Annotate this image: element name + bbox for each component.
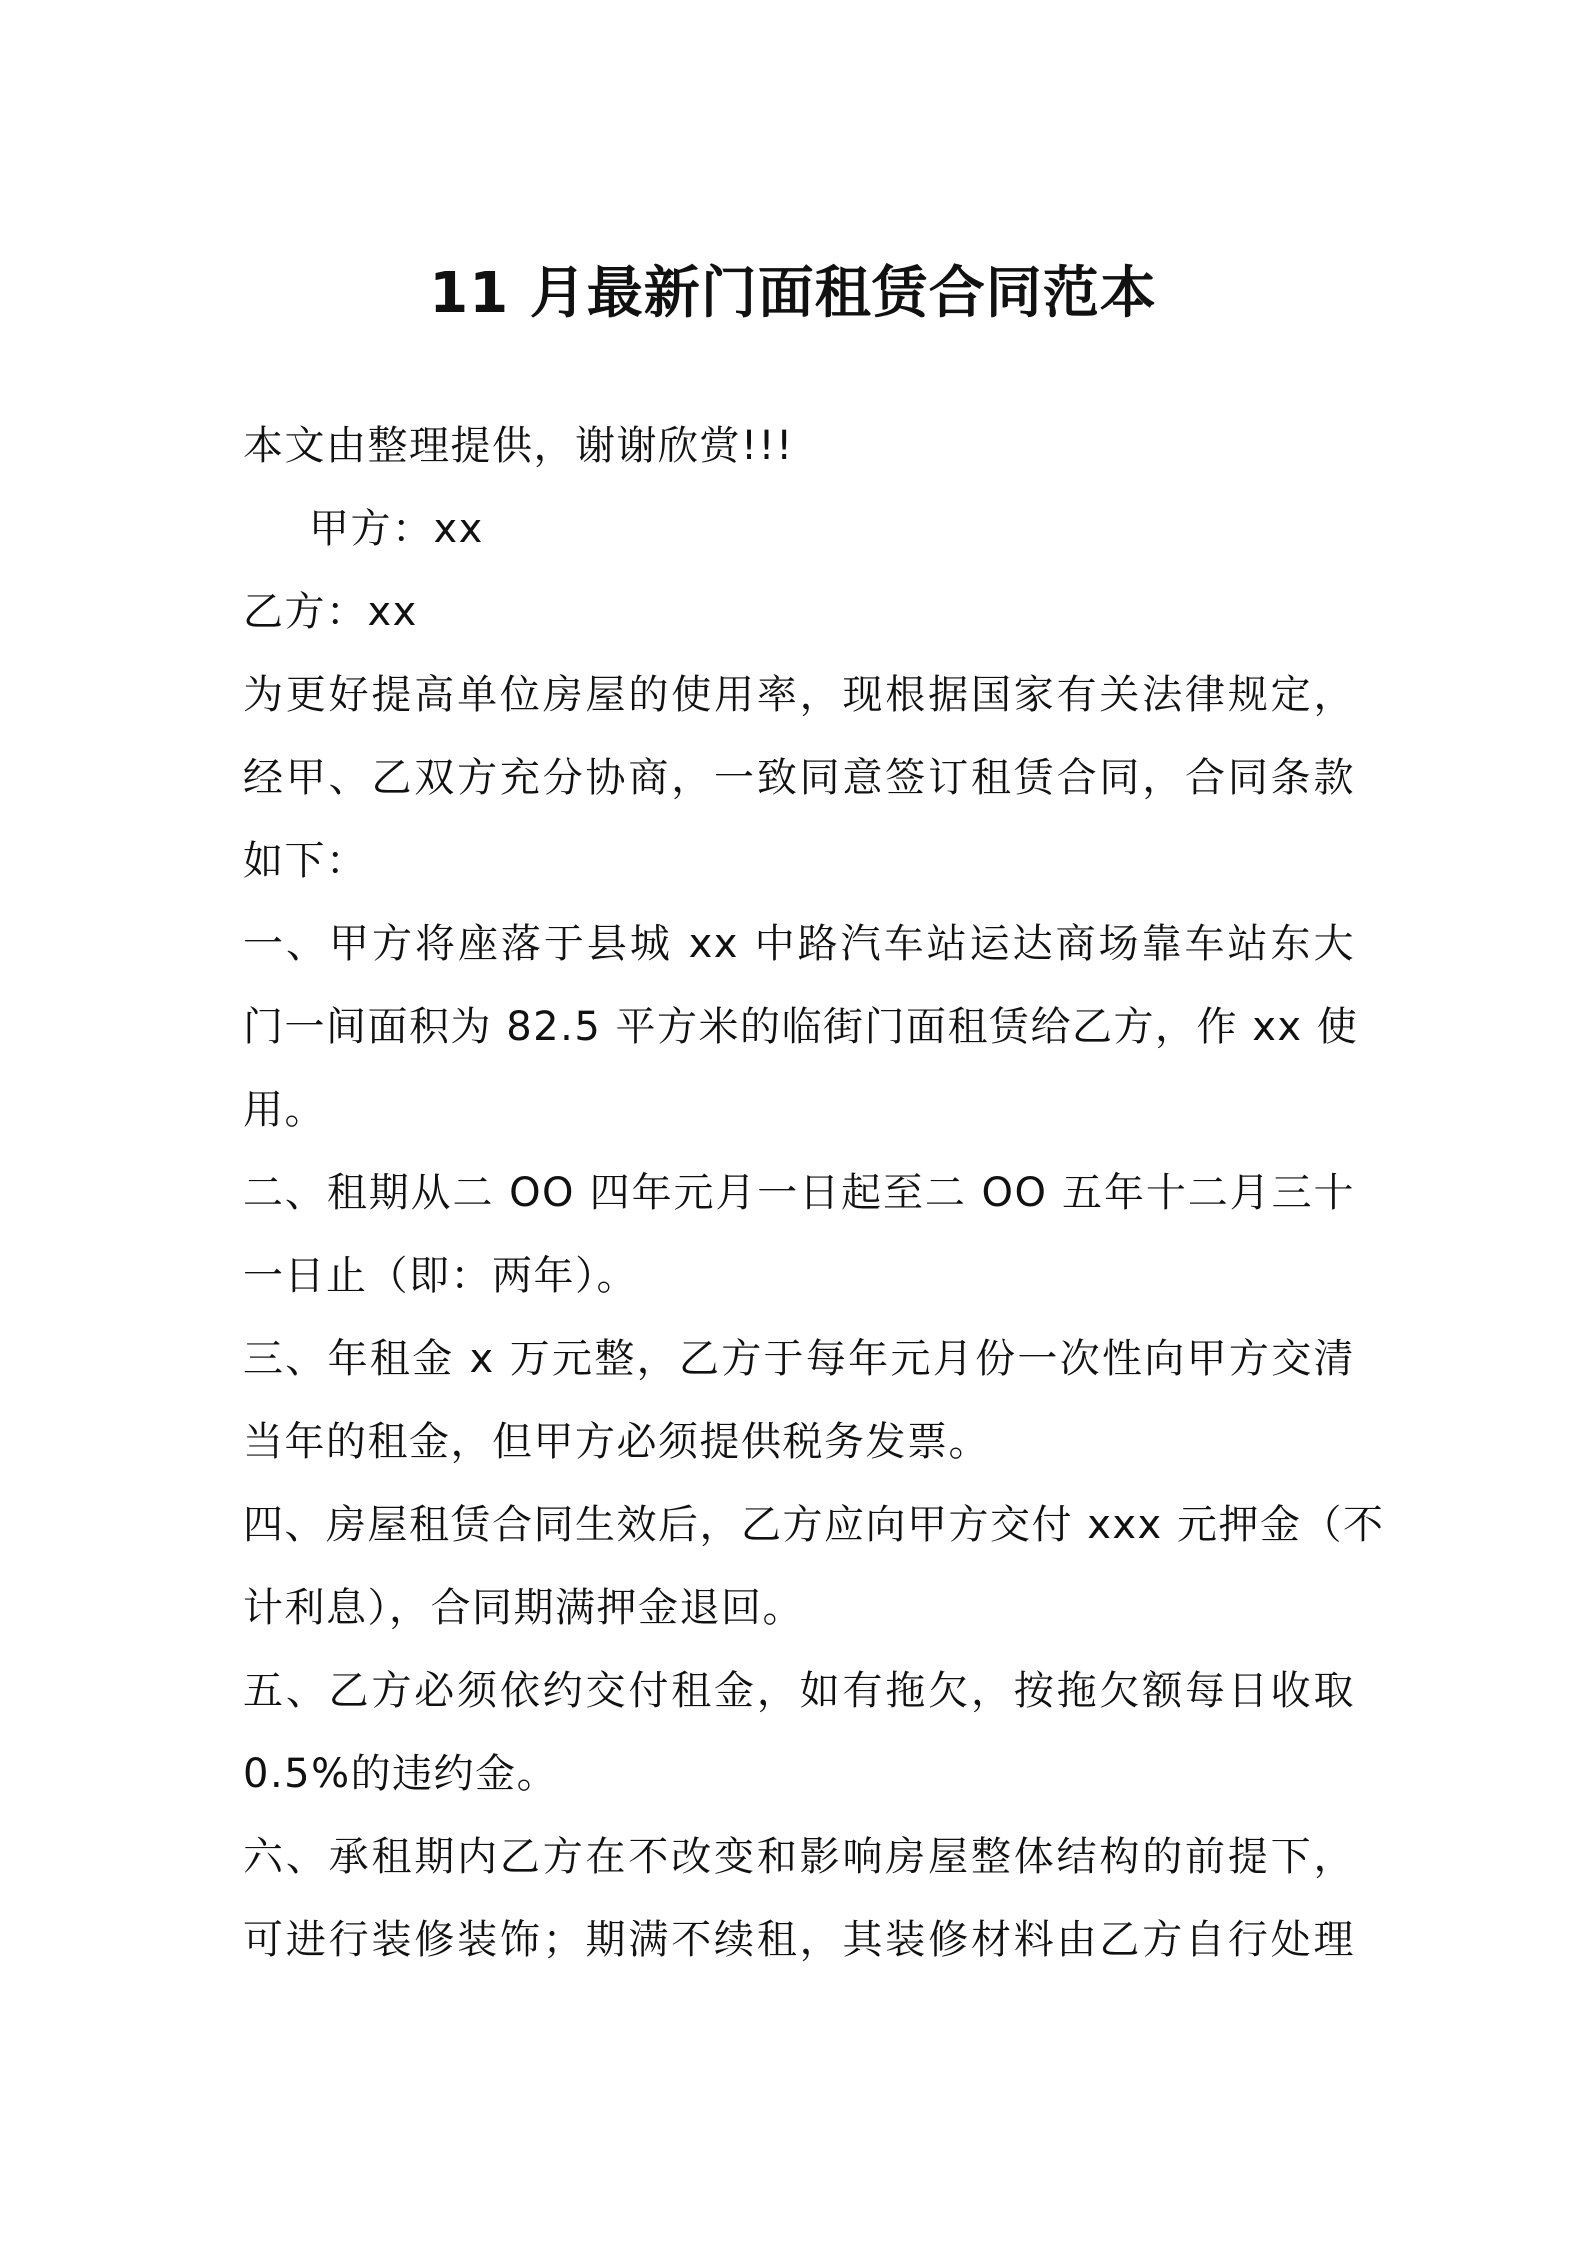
document-title: 11 月最新门面租赁合同范本 [429, 261, 1157, 326]
clause-6-line-2: 可进行装修装饰；期满不续租，其装修材料由乙方自行处理 [243, 1917, 1355, 1963]
preamble-line-2: 经甲、乙双方充分协商，一致同意签订租赁合同，合同条款 [243, 755, 1355, 801]
clause-4-line-2: 计利息），合同期满押金退回。 [243, 1585, 804, 1631]
clause-5-line-1: 五、乙方必须依约交付租金，如有拖欠，按拖欠额每日收取 [243, 1668, 1355, 1714]
clause-5-line-2: 0.5%的违约金。 [243, 1751, 559, 1797]
clause-6-line-1: 六、承租期内乙方在不改变和影响房屋整体结构的前提下， [243, 1834, 1355, 1880]
document-body [243, 405, 1385, 1982]
clause-2-line-1: 二、租期从二 OO 四年元月一日起至二 OO 五年十二月三十 [243, 1170, 1355, 1216]
intro-line: 本文由整理提供，谢谢欣赏!!! [243, 423, 794, 469]
clause-4-line-1: 四、房屋租赁合同生效后，乙方应向甲方交付 xxx 元押金（不 [243, 1502, 1385, 1548]
party-b-line: 乙方：xx [243, 589, 418, 635]
clause-3-line-1: 三、年租金 x 万元整，乙方于每年元月份一次性向甲方交清 [243, 1336, 1355, 1382]
preamble-line-3: 如下： [243, 838, 368, 884]
clause-1-line-1: 一、甲方将座落于县城 xx 中路汽车站运达商场靠车站东大 [243, 921, 1355, 967]
clause-1-line-2: 门一间面积为 82.5 平方米的临街门面租赁给乙方，作 xx 使 [243, 1004, 1359, 1050]
clause-3-line-2: 当年的租金，但甲方必须提供税务发票。 [243, 1419, 990, 1465]
clause-2-line-2: 一日止（即：两年）。 [243, 1253, 638, 1299]
clause-1-line-3: 用。 [243, 1087, 326, 1133]
party-a-line: 甲方：xx [309, 506, 484, 552]
preamble-line-1: 为更好提高单位房屋的使用率，现根据国家有关法律规定， [243, 672, 1355, 718]
